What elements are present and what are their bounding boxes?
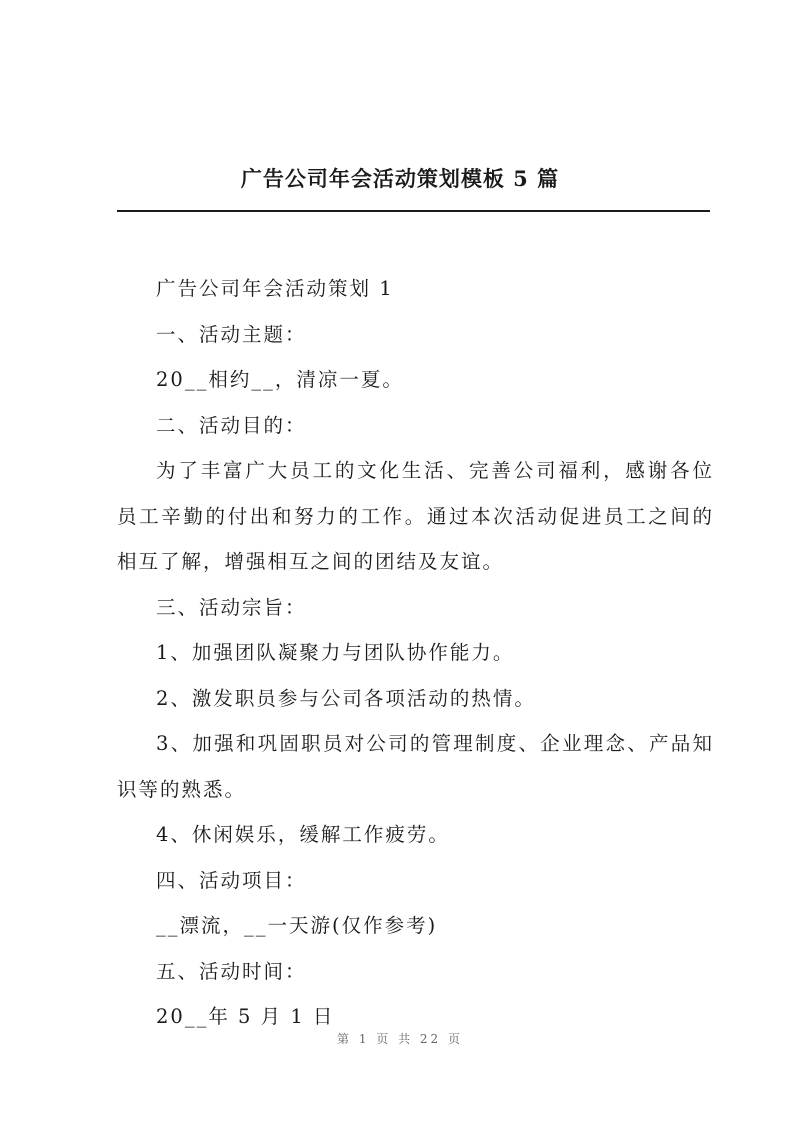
list-item: 3、加强和巩固职员对公司的管理制度、企业理念、产品知识等的熟悉。 — [117, 732, 714, 801]
heading-activity-tenet: 三、活动宗旨： — [156, 595, 307, 619]
heading-activity-theme: 一、活动主题： — [156, 322, 307, 346]
list-item: 1、加强团队凝聚力与团队协作能力。 — [156, 641, 515, 664]
paragraph-theme: 20__相约__，清凉一夏。 — [156, 368, 404, 391]
document-body — [117, 266, 714, 1040]
page-title: 广告公司年会活动策划模板 5 篇 — [240, 166, 560, 191]
page-footer: 第 1 页 共 22 页 — [337, 1032, 463, 1046]
paragraph-purpose: 为了丰富广大员工的文化生活、完善公司福利，感谢各位员工辛勤的付出和努力的工作。通过本次活动促进员工之间的相互了解，增强相互之间的团结及友谊。 — [117, 459, 714, 573]
paragraph-items: __漂流，__一天游(仅作参考) — [156, 914, 438, 937]
heading-activity-items: 四、活动项目： — [156, 868, 307, 892]
title-divider — [117, 210, 710, 212]
paragraph-time: 20__年 5 月 1 日 — [156, 1005, 335, 1028]
heading-activity-purpose: 二、活动目的： — [156, 413, 307, 437]
list-item: 2、激发职员参与公司各项活动的热情。 — [156, 686, 536, 710]
heading-activity-time: 五、活动时间： — [156, 959, 307, 983]
section-heading: 广告公司年会活动策划 1 — [156, 277, 394, 300]
list-item: 4、休闲娱乐，缓解工作疲劳。 — [156, 823, 450, 846]
